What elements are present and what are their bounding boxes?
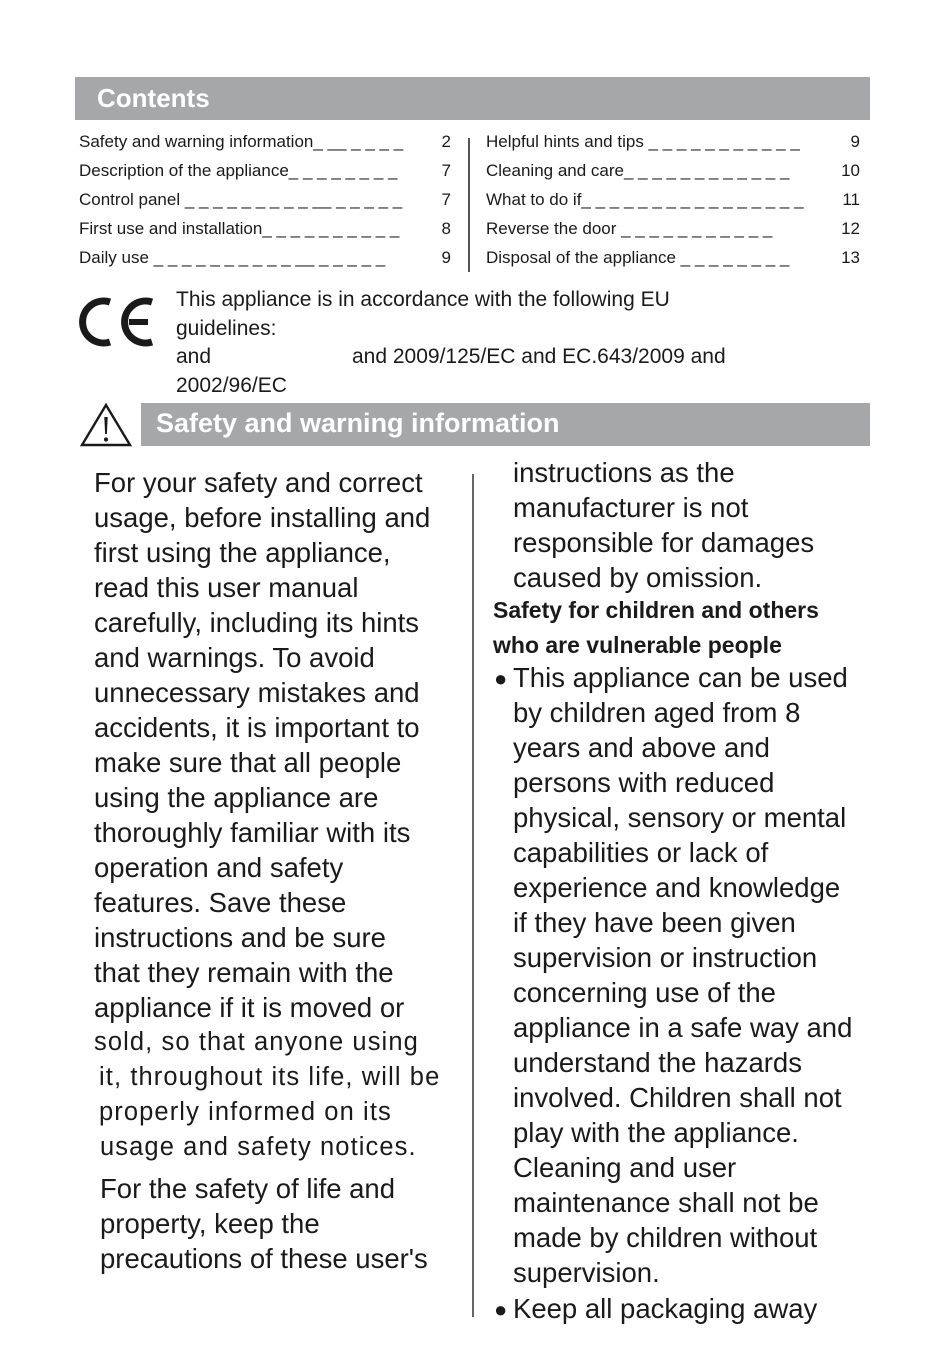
toc-entry-page: 9 <box>441 248 451 267</box>
text-line: persons with reduced <box>513 767 775 798</box>
text-line: Cleaning and user <box>513 1152 737 1183</box>
text-line: supervision or instruction <box>513 942 818 973</box>
contents-title: Contents <box>97 83 210 113</box>
toc-divider <box>468 138 470 272</box>
text-line: capabilities or lack of <box>513 837 769 868</box>
toc-entry-page: 13 <box>841 248 860 267</box>
text-line: responsible for damages <box>513 527 815 558</box>
compliance-line: and <box>176 345 212 368</box>
text-line: appliance in a safe way and <box>513 1012 853 1043</box>
toc-entry-label: Control panel _ _ _ _ _ _ _ _ _ __ _ _ _ _ _ <box>79 190 403 209</box>
bullet-icon: ● <box>494 666 508 691</box>
safety-intro-paragraph <box>94 465 440 1165</box>
text-line: accidents, it is important to <box>94 712 420 743</box>
text-line: if they have been given <box>513 907 796 938</box>
toc-entry[interactable] <box>486 219 860 248</box>
text-line: it, throughout its life, will be <box>99 1063 441 1091</box>
text-line: supervision. <box>513 1257 660 1288</box>
compliance-line: This appliance is in accordance with the following EU <box>176 288 670 311</box>
toc-entry[interactable] <box>486 248 860 277</box>
compliance-line: and 2009/125/EC and EC.643/2009 and <box>352 345 726 368</box>
text-line: and warnings. To avoid <box>94 642 375 673</box>
contents-header <box>75 77 870 120</box>
text-line: For your safety and correct <box>94 467 423 498</box>
warning-icon <box>79 402 133 448</box>
toc-entry-page: 12 <box>841 219 860 238</box>
text-line: understand the hazards <box>513 1047 802 1078</box>
toc-entry-page: 9 <box>850 132 860 151</box>
toc-entry-label: Description of the appliance_ _ _ _ _ _ _ _ <box>79 161 398 180</box>
toc-entry-label: Safety and warning information_ __ _ _ _ _ <box>79 132 404 151</box>
compliance-line: 2002/96/EC <box>176 374 287 397</box>
toc-entry-label: Reverse the door _ _ _ _ _ _ _ _ _ _ _ <box>486 219 773 238</box>
bullet-item-packaging <box>513 1291 817 1326</box>
toc-entry-label: What to do if_ _ _ _ _ _ _ _ _ _ _ _ _ _ _ _ <box>486 190 804 209</box>
text-line: using the appliance are <box>94 782 379 813</box>
text-line: manufacturer is not <box>513 492 749 523</box>
toc-entry[interactable] <box>486 161 860 190</box>
text-line: operation and safety <box>94 852 344 883</box>
text-line: read this user manual <box>94 572 359 603</box>
text-line: that they remain with the <box>94 957 394 988</box>
text-line: make sure that all people <box>94 747 402 778</box>
text-line: carefully, including its hints <box>94 607 420 638</box>
toc-entry[interactable] <box>79 219 451 248</box>
bullet-icon: ● <box>494 1297 508 1322</box>
toc-entry[interactable] <box>79 132 451 161</box>
text-line: appliance if it is moved or <box>94 992 405 1023</box>
text-line: first using the appliance, <box>94 537 391 568</box>
text-line: concerning use of the <box>513 977 776 1008</box>
toc-right-column <box>486 132 860 277</box>
text-line: properly informed on its <box>99 1098 392 1126</box>
text-line: play with the appliance. <box>513 1117 799 1148</box>
text-line: precautions of these user's <box>100 1243 428 1274</box>
toc-entry[interactable] <box>79 161 451 190</box>
text-line: instructions as the <box>513 457 735 488</box>
column-divider <box>472 474 474 1317</box>
text-line: thoroughly familiar with its <box>94 817 411 848</box>
text-line: usage and safety notices. <box>100 1133 417 1161</box>
safety-title: Safety and warning information <box>156 408 560 438</box>
toc-entry-page: 2 <box>441 132 451 151</box>
toc-entry[interactable] <box>486 132 860 161</box>
text-line: made by children without <box>513 1222 818 1253</box>
text-line: by children aged from 8 <box>513 697 801 728</box>
toc-entry-label: Daily use _ _ _ _ _ _ _ _ _ _ __ _ _ _ _ _ <box>79 248 386 267</box>
ce-mark-icon <box>76 294 158 350</box>
text-line: experience and knowledge <box>513 872 841 903</box>
text-line: usage, before installing and <box>94 502 431 533</box>
text-line: For the safety of life and <box>100 1173 396 1204</box>
text-line: physical, sensory or mental <box>513 802 847 833</box>
compliance-line: guidelines: <box>176 317 277 340</box>
heading-line: Safety for children and others <box>493 597 819 623</box>
text-line: features. Save these <box>94 887 347 918</box>
text-line: years and above and <box>513 732 770 763</box>
text-line: property, keep the <box>100 1208 320 1239</box>
text-line: sold, so that anyone using <box>94 1028 419 1056</box>
toc-entry[interactable] <box>79 190 451 219</box>
text-line: caused by omission. <box>513 562 763 593</box>
toc-entry[interactable] <box>79 248 451 277</box>
toc-entry-page: 11 <box>842 190 860 209</box>
toc-entry-page: 7 <box>441 161 451 180</box>
manufacturer-note-paragraph <box>513 455 814 595</box>
children-safety-heading <box>493 593 819 663</box>
toc-entry-label: Disposal of the appliance _ _ _ _ _ _ _ _ <box>486 248 790 267</box>
safety-precautions-paragraph <box>100 1171 428 1276</box>
safety-header <box>141 403 870 446</box>
bullet-item-children <box>513 660 852 1290</box>
toc-entry-label: Cleaning and care_ _ _ _ _ _ _ _ _ _ _ _ <box>486 161 790 180</box>
text-line: This appliance can be used <box>513 662 848 693</box>
text-line: involved. Children shall not <box>513 1082 842 1113</box>
text-line: unnecessary mistakes and <box>94 677 420 708</box>
toc-entry-label: First use and installation_ _ _ _ _ _ _ _ _ _ <box>79 219 400 238</box>
toc-entry-page: 8 <box>441 219 451 238</box>
heading-line: who are vulnerable people <box>493 632 782 658</box>
text-line: maintenance shall not be <box>513 1187 819 1218</box>
toc-left-column <box>79 132 451 277</box>
toc-entry-label: Helpful hints and tips _ _ _ _ _ _ _ _ _ _ _ <box>486 132 800 151</box>
toc-entry[interactable] <box>486 190 860 219</box>
text-line: Keep all packaging away <box>513 1293 818 1324</box>
text-line: instructions and be sure <box>94 922 386 953</box>
toc-entry-page: 7 <box>441 190 451 209</box>
toc-entry-page: 10 <box>841 161 860 180</box>
